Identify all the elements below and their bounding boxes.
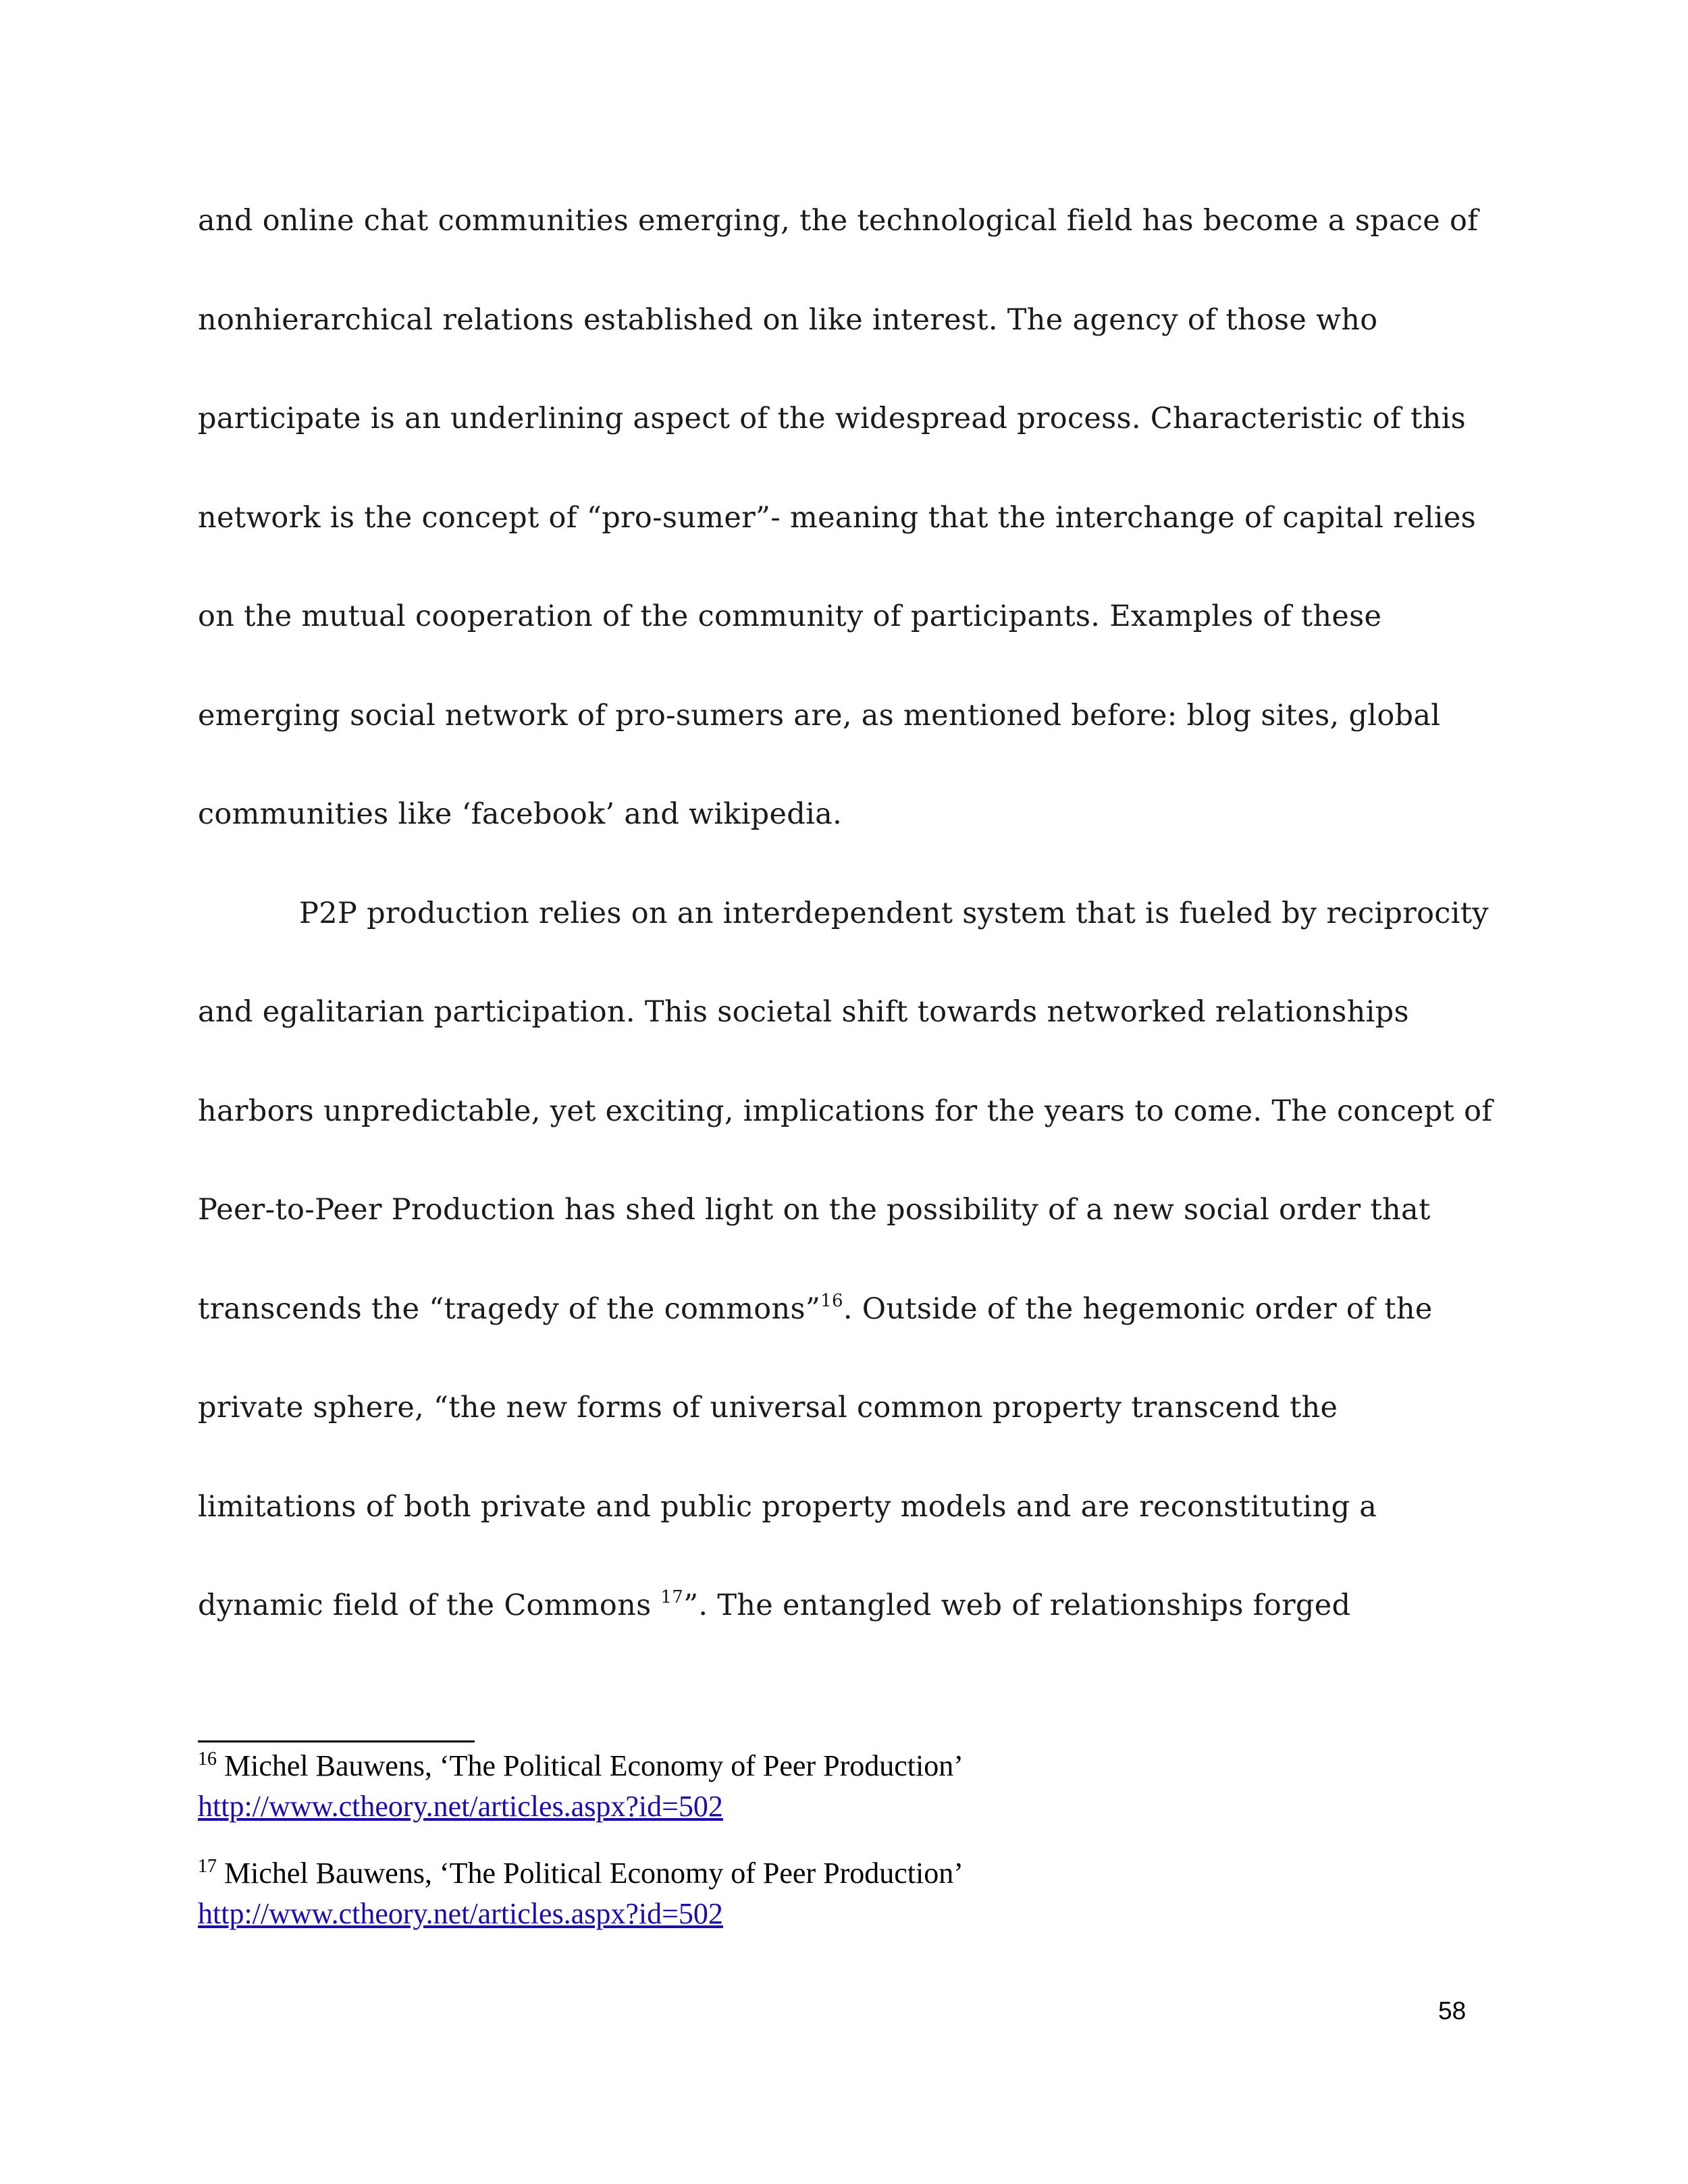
body-text: . Outside of the hegemonic order of the <box>843 1292 1433 1326</box>
body-text: dynamic field of the Commons <box>198 1589 661 1622</box>
footnote-citation: Michel Bauwens, ‘The Political Economy of Peer Production’ <box>217 1749 964 1782</box>
footnote-ref-16: 16 <box>820 1291 843 1311</box>
body-line-4: network is the concept of “pro-sumer”- meaning that the interchange of capital relies <box>198 501 1476 535</box>
body-text: ”. The entangled web of relationships forged <box>683 1589 1351 1622</box>
footnote-ref-17: 17 <box>660 1587 684 1607</box>
footnote-citation: Michel Bauwens, ‘The Political Economy of Peer Production’ <box>217 1857 964 1890</box>
footnote-16-link[interactable]: http://www.ctheory.net/articles.aspx?id=502 <box>198 1790 723 1823</box>
body-line-14: limitations of both private and public property models and are reconstituting a <box>198 1490 1377 1524</box>
body-line-6: emerging social network of pro-sumers are, as mentioned before: blog sites, global <box>198 699 1441 733</box>
body-line-9: and egalitarian participation. This societal shift towards networked relationships <box>198 995 1409 1029</box>
body-line-2: nonhierarchical relations established on like interest. The agency of those who <box>198 303 1378 337</box>
body-line-10: harbors unpredictable, yet exciting, implications for the years to come. The concept of <box>198 1094 1493 1128</box>
page-number: 58 <box>1438 1997 1467 2025</box>
body-line-13: private sphere, “the new forms of universal common property transcend the <box>198 1391 1338 1424</box>
footnote-separator <box>198 1740 475 1742</box>
body-line-12 <box>198 1292 1433 1326</box>
footnote-number: 17 <box>198 1856 217 1877</box>
footnote-number: 16 <box>198 1749 217 1769</box>
body-line-11: Peer-to-Peer Production has shed light on the possibility of a new social order that <box>198 1193 1431 1227</box>
body-line-7: communities like ‘facebook’ and wikipedia. <box>198 797 843 831</box>
body-line-15 <box>198 1589 1350 1622</box>
footnote-17 <box>198 1856 964 1890</box>
body-line-1: and online chat communities emerging, the technological field has become a space of <box>198 204 1479 238</box>
paragraph-indent-line: P2P production relies on an interdependent system that is fueled by reciprocity <box>299 897 1489 930</box>
body-text: transcends the “tragedy of the commons” <box>198 1292 821 1326</box>
footnote-17-link[interactable]: http://www.ctheory.net/articles.aspx?id=502 <box>198 1897 723 1930</box>
body-line-5: on the mutual cooperation of the community of participants. Examples of these <box>198 600 1382 633</box>
footnote-16 <box>198 1749 964 1783</box>
body-line-3: participate is an underlining aspect of the widespread process. Characteristic of this <box>198 402 1467 435</box>
